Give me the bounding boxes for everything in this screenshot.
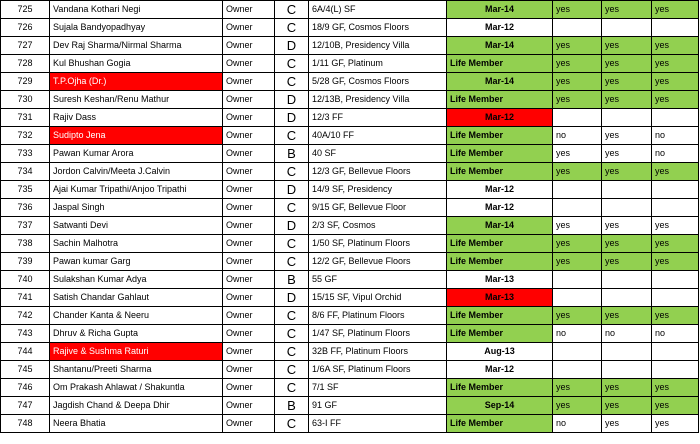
status-cell-2: yes bbox=[602, 379, 652, 397]
address-cell: 1/11 GF, Platinum bbox=[309, 55, 447, 73]
member-name-cell: Rajive & Sushma Raturi bbox=[50, 343, 223, 361]
status-cell-2 bbox=[602, 289, 652, 307]
category-cell: D bbox=[275, 181, 309, 199]
member-name-cell: Vandana Kothari Negi bbox=[50, 1, 223, 19]
status-cell-1 bbox=[553, 181, 602, 199]
row-number-cell: 746 bbox=[1, 379, 50, 397]
member-name-cell: Dhruv & Richa Gupta bbox=[50, 325, 223, 343]
status-cell-3: yes bbox=[652, 91, 699, 109]
status-cell-2: yes bbox=[602, 127, 652, 145]
row-number-cell: 739 bbox=[1, 253, 50, 271]
status-cell-1: yes bbox=[553, 307, 602, 325]
category-cell: C bbox=[275, 127, 309, 145]
membership-cell: Mar-14 bbox=[447, 1, 553, 19]
table-row bbox=[1, 55, 699, 73]
member-name-cell: Chander Kanta & Neeru bbox=[50, 307, 223, 325]
category-cell: C bbox=[275, 1, 309, 19]
row-number-cell: 745 bbox=[1, 361, 50, 379]
membership-cell: Life Member bbox=[447, 415, 553, 433]
table-row bbox=[1, 199, 699, 217]
owner-type-cell: Owner bbox=[223, 37, 275, 55]
row-number-cell: 727 bbox=[1, 37, 50, 55]
membership-cell: Life Member bbox=[447, 127, 553, 145]
table-row bbox=[1, 37, 699, 55]
category-cell: D bbox=[275, 37, 309, 55]
status-cell-3: yes bbox=[652, 163, 699, 181]
table-row bbox=[1, 145, 699, 163]
status-cell-3: yes bbox=[652, 379, 699, 397]
table-row bbox=[1, 181, 699, 199]
owner-type-cell: Owner bbox=[223, 289, 275, 307]
row-number-cell: 743 bbox=[1, 325, 50, 343]
owner-type-cell: Owner bbox=[223, 271, 275, 289]
status-cell-3: yes bbox=[652, 235, 699, 253]
status-cell-1 bbox=[553, 109, 602, 127]
row-number-cell: 744 bbox=[1, 343, 50, 361]
status-cell-2 bbox=[602, 271, 652, 289]
status-cell-1 bbox=[553, 361, 602, 379]
row-number-cell: 747 bbox=[1, 397, 50, 415]
status-cell-1: yes bbox=[553, 1, 602, 19]
row-number-cell: 735 bbox=[1, 181, 50, 199]
status-cell-3 bbox=[652, 181, 699, 199]
owner-type-cell: Owner bbox=[223, 91, 275, 109]
address-cell: 1/6A SF, Platinum Floors bbox=[309, 361, 447, 379]
membership-cell: Aug-13 bbox=[447, 343, 553, 361]
status-cell-1 bbox=[553, 289, 602, 307]
status-cell-3: yes bbox=[652, 397, 699, 415]
member-name-cell: Shantanu/Preeti Sharma bbox=[50, 361, 223, 379]
status-cell-2: yes bbox=[602, 253, 652, 271]
status-cell-1: yes bbox=[553, 145, 602, 163]
table-row bbox=[1, 289, 699, 307]
membership-cell: Life Member bbox=[447, 145, 553, 163]
table-row bbox=[1, 1, 699, 19]
row-number-cell: 731 bbox=[1, 109, 50, 127]
member-name-cell: Ajai Kumar Tripathi/Anjoo Tripathi bbox=[50, 181, 223, 199]
status-cell-2: yes bbox=[602, 145, 652, 163]
status-cell-3 bbox=[652, 271, 699, 289]
owner-type-cell: Owner bbox=[223, 415, 275, 433]
row-number-cell: 742 bbox=[1, 307, 50, 325]
address-cell: 14/9 SF, Presidency bbox=[309, 181, 447, 199]
category-cell: D bbox=[275, 289, 309, 307]
owner-type-cell: Owner bbox=[223, 73, 275, 91]
category-cell: C bbox=[275, 307, 309, 325]
status-cell-2 bbox=[602, 19, 652, 37]
owner-type-cell: Owner bbox=[223, 55, 275, 73]
status-cell-1: yes bbox=[553, 379, 602, 397]
status-cell-1: yes bbox=[553, 91, 602, 109]
membership-cell: Life Member bbox=[447, 253, 553, 271]
owner-type-cell: Owner bbox=[223, 397, 275, 415]
table-row bbox=[1, 379, 699, 397]
status-cell-1: yes bbox=[553, 235, 602, 253]
status-cell-1: yes bbox=[553, 73, 602, 91]
status-cell-1: yes bbox=[553, 163, 602, 181]
table-row bbox=[1, 163, 699, 181]
owner-type-cell: Owner bbox=[223, 127, 275, 145]
table-row bbox=[1, 361, 699, 379]
status-cell-2: yes bbox=[602, 217, 652, 235]
row-number-cell: 732 bbox=[1, 127, 50, 145]
address-cell: 5/28 GF, Cosmos Floors bbox=[309, 73, 447, 91]
owner-type-cell: Owner bbox=[223, 19, 275, 37]
row-number-cell: 725 bbox=[1, 1, 50, 19]
member-name-cell: Satwanti Devi bbox=[50, 217, 223, 235]
status-cell-1 bbox=[553, 271, 602, 289]
table-row bbox=[1, 127, 699, 145]
member-name-cell: Sachin Malhotra bbox=[50, 235, 223, 253]
category-cell: D bbox=[275, 109, 309, 127]
membership-cell: Mar-14 bbox=[447, 217, 553, 235]
row-number-cell: 740 bbox=[1, 271, 50, 289]
status-cell-2 bbox=[602, 181, 652, 199]
category-cell: C bbox=[275, 343, 309, 361]
owner-type-cell: Owner bbox=[223, 217, 275, 235]
table-row bbox=[1, 271, 699, 289]
status-cell-3 bbox=[652, 343, 699, 361]
row-number-cell: 734 bbox=[1, 163, 50, 181]
status-cell-2 bbox=[602, 361, 652, 379]
table-row bbox=[1, 91, 699, 109]
table-row bbox=[1, 19, 699, 37]
member-name-cell: Jaspal Singh bbox=[50, 199, 223, 217]
category-cell: C bbox=[275, 379, 309, 397]
membership-cell: Life Member bbox=[447, 379, 553, 397]
status-cell-3 bbox=[652, 361, 699, 379]
table-row bbox=[1, 217, 699, 235]
owner-type-cell: Owner bbox=[223, 361, 275, 379]
membership-cell: Sep-14 bbox=[447, 397, 553, 415]
category-cell: C bbox=[275, 199, 309, 217]
membership-cell: Mar-12 bbox=[447, 109, 553, 127]
status-cell-3: no bbox=[652, 145, 699, 163]
status-cell-1: no bbox=[553, 325, 602, 343]
address-cell: 12/3 GF, Bellevue Floors bbox=[309, 163, 447, 181]
status-cell-1: no bbox=[553, 127, 602, 145]
owner-type-cell: Owner bbox=[223, 343, 275, 361]
membership-cell: Mar-12 bbox=[447, 199, 553, 217]
status-cell-3: yes bbox=[652, 55, 699, 73]
address-cell: 1/50 SF, Platinum Floors bbox=[309, 235, 447, 253]
address-cell: 8/6 FF, Platinum Floors bbox=[309, 307, 447, 325]
member-name-cell: Sulakshan Kumar Adya bbox=[50, 271, 223, 289]
table-row bbox=[1, 343, 699, 361]
status-cell-2 bbox=[602, 199, 652, 217]
table-row bbox=[1, 397, 699, 415]
member-name-cell: T.P.Ojha (Dr.) bbox=[50, 73, 223, 91]
category-cell: C bbox=[275, 325, 309, 343]
address-cell: 91 GF bbox=[309, 397, 447, 415]
membership-cell: Mar-13 bbox=[447, 289, 553, 307]
owner-type-cell: Owner bbox=[223, 163, 275, 181]
address-cell: 40A/10 FF bbox=[309, 127, 447, 145]
row-number-cell: 728 bbox=[1, 55, 50, 73]
membership-cell: Mar-12 bbox=[447, 19, 553, 37]
category-cell: C bbox=[275, 415, 309, 433]
status-cell-2: yes bbox=[602, 1, 652, 19]
member-name-cell: Rajiv Dass bbox=[50, 109, 223, 127]
row-number-cell: 738 bbox=[1, 235, 50, 253]
address-cell: 32B FF, Platinum Floors bbox=[309, 343, 447, 361]
category-cell: C bbox=[275, 361, 309, 379]
membership-cell: Mar-14 bbox=[447, 37, 553, 55]
address-cell: 18/9 GF, Cosmos Floors bbox=[309, 19, 447, 37]
status-cell-3: no bbox=[652, 325, 699, 343]
address-cell: 40 SF bbox=[309, 145, 447, 163]
row-number-cell: 726 bbox=[1, 19, 50, 37]
address-cell: 1/47 SF, Platinum Floors bbox=[309, 325, 447, 343]
membership-cell: Life Member bbox=[447, 307, 553, 325]
table-body bbox=[1, 1, 699, 433]
address-cell: 12/2 GF, Bellevue Floors bbox=[309, 253, 447, 271]
member-name-cell: Pawan Kumar Arora bbox=[50, 145, 223, 163]
status-cell-1: yes bbox=[553, 37, 602, 55]
table-row bbox=[1, 325, 699, 343]
status-cell-2: yes bbox=[602, 91, 652, 109]
row-number-cell: 736 bbox=[1, 199, 50, 217]
member-name-cell: Sujala Bandyopadhyay bbox=[50, 19, 223, 37]
owner-type-cell: Owner bbox=[223, 145, 275, 163]
status-cell-1: yes bbox=[553, 253, 602, 271]
status-cell-2: no bbox=[602, 325, 652, 343]
status-cell-1 bbox=[553, 19, 602, 37]
status-cell-2: yes bbox=[602, 415, 652, 433]
membership-cell: Life Member bbox=[447, 325, 553, 343]
member-name-cell: Jagdish Chand & Deepa Dhir bbox=[50, 397, 223, 415]
address-cell: 15/15 SF, Vipul Orchid bbox=[309, 289, 447, 307]
owner-type-cell: Owner bbox=[223, 181, 275, 199]
category-cell: C bbox=[275, 73, 309, 91]
membership-cell: Life Member bbox=[447, 163, 553, 181]
category-cell: B bbox=[275, 145, 309, 163]
status-cell-3: yes bbox=[652, 217, 699, 235]
status-cell-1 bbox=[553, 199, 602, 217]
status-cell-2: yes bbox=[602, 37, 652, 55]
address-cell: 12/3 FF bbox=[309, 109, 447, 127]
status-cell-2 bbox=[602, 109, 652, 127]
membership-cell: Life Member bbox=[447, 91, 553, 109]
owner-type-cell: Owner bbox=[223, 325, 275, 343]
membership-cell: Life Member bbox=[447, 55, 553, 73]
status-cell-2: yes bbox=[602, 397, 652, 415]
row-number-cell: 733 bbox=[1, 145, 50, 163]
status-cell-1: yes bbox=[553, 217, 602, 235]
category-cell: B bbox=[275, 397, 309, 415]
membership-cell: Mar-14 bbox=[447, 73, 553, 91]
member-name-cell: Pawan kumar Garg bbox=[50, 253, 223, 271]
address-cell: 6A/4(L) SF bbox=[309, 1, 447, 19]
row-number-cell: 748 bbox=[1, 415, 50, 433]
category-cell: C bbox=[275, 253, 309, 271]
member-name-cell: Om Prakash Ahlawat / Shakuntla bbox=[50, 379, 223, 397]
owner-type-cell: Owner bbox=[223, 307, 275, 325]
status-cell-1: yes bbox=[553, 55, 602, 73]
status-cell-3 bbox=[652, 19, 699, 37]
row-number-cell: 737 bbox=[1, 217, 50, 235]
membership-cell: Mar-12 bbox=[447, 181, 553, 199]
status-cell-2: yes bbox=[602, 307, 652, 325]
status-cell-3 bbox=[652, 199, 699, 217]
member-name-cell: Dev Raj Sharma/Nirmal Sharma bbox=[50, 37, 223, 55]
category-cell: C bbox=[275, 19, 309, 37]
owner-type-cell: Owner bbox=[223, 379, 275, 397]
member-name-cell: Suresh Keshan/Renu Mathur bbox=[50, 91, 223, 109]
status-cell-1: no bbox=[553, 415, 602, 433]
row-number-cell: 729 bbox=[1, 73, 50, 91]
table-row bbox=[1, 253, 699, 271]
address-cell: 12/13B, Presidency Villa bbox=[309, 91, 447, 109]
status-cell-3 bbox=[652, 109, 699, 127]
address-cell: 2/3 SF, Cosmos bbox=[309, 217, 447, 235]
table-row bbox=[1, 73, 699, 91]
status-cell-3: yes bbox=[652, 253, 699, 271]
category-cell: C bbox=[275, 235, 309, 253]
status-cell-3: yes bbox=[652, 1, 699, 19]
member-name-cell: Sudipto Jena bbox=[50, 127, 223, 145]
address-cell: 55 GF bbox=[309, 271, 447, 289]
membership-cell: Mar-12 bbox=[447, 361, 553, 379]
owner-type-cell: Owner bbox=[223, 235, 275, 253]
status-cell-3 bbox=[652, 289, 699, 307]
status-cell-1 bbox=[553, 343, 602, 361]
status-cell-3: no bbox=[652, 127, 699, 145]
owner-type-cell: Owner bbox=[223, 1, 275, 19]
row-number-cell: 730 bbox=[1, 91, 50, 109]
status-cell-2 bbox=[602, 343, 652, 361]
status-cell-3: yes bbox=[652, 307, 699, 325]
member-name-cell: Kul Bhushan Gogia bbox=[50, 55, 223, 73]
address-cell: 12/10B, Presidency Villa bbox=[309, 37, 447, 55]
category-cell: C bbox=[275, 55, 309, 73]
category-cell: D bbox=[275, 91, 309, 109]
table-row bbox=[1, 415, 699, 433]
member-name-cell: Jordon Calvin/Meeta J.Calvin bbox=[50, 163, 223, 181]
status-cell-3: yes bbox=[652, 415, 699, 433]
status-cell-2: yes bbox=[602, 55, 652, 73]
category-cell: B bbox=[275, 271, 309, 289]
owner-type-cell: Owner bbox=[223, 253, 275, 271]
status-cell-2: yes bbox=[602, 163, 652, 181]
table-row bbox=[1, 109, 699, 127]
row-number-cell: 741 bbox=[1, 289, 50, 307]
category-cell: D bbox=[275, 217, 309, 235]
status-cell-2: yes bbox=[602, 73, 652, 91]
table-row bbox=[1, 235, 699, 253]
table-row bbox=[1, 307, 699, 325]
member-name-cell: Satish Chandar Gahlaut bbox=[50, 289, 223, 307]
address-cell: 7/1 SF bbox=[309, 379, 447, 397]
status-cell-1: yes bbox=[553, 397, 602, 415]
membership-cell: Mar-13 bbox=[447, 271, 553, 289]
owner-type-cell: Owner bbox=[223, 199, 275, 217]
member-name-cell: Neera Bhatia bbox=[50, 415, 223, 433]
status-cell-2: yes bbox=[602, 235, 652, 253]
membership-cell: Life Member bbox=[447, 235, 553, 253]
address-cell: 63-I FF bbox=[309, 415, 447, 433]
address-cell: 9/15 GF, Bellevue Floor bbox=[309, 199, 447, 217]
status-cell-3: yes bbox=[652, 73, 699, 91]
category-cell: C bbox=[275, 163, 309, 181]
owner-type-cell: Owner bbox=[223, 109, 275, 127]
status-cell-3: yes bbox=[652, 37, 699, 55]
